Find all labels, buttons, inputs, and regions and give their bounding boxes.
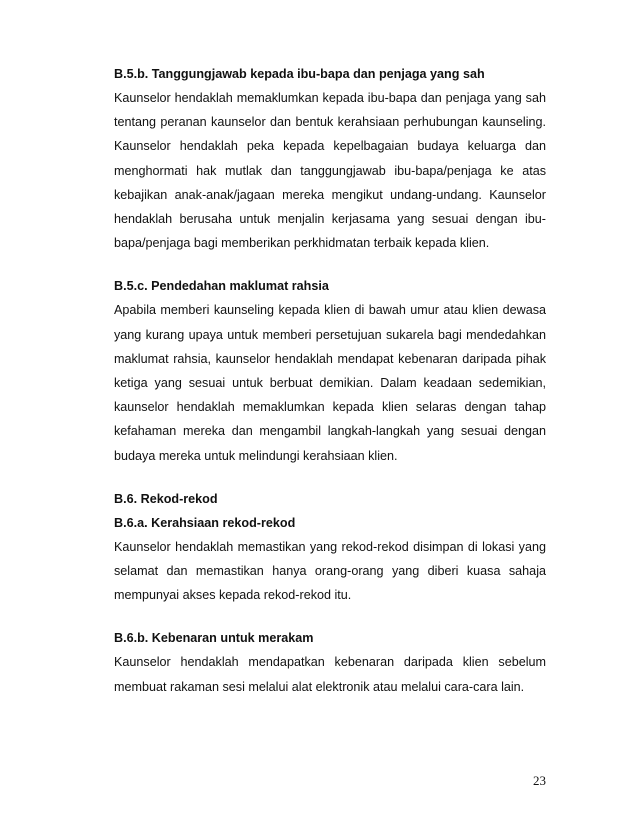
- section-body: Kaunselor hendaklah memastikan yang rekod-rekod disimpan di lokasi yang selamat dan memastikan hanya orang-orang yang diberi kuasa sahaja mempunyai akses kepada rekod-rekod itu.: [114, 539, 546, 603]
- section-b6a: [114, 487, 546, 608]
- section-heading: B.5.b. Tanggungjawab kepada ibu-bapa dan penjaga yang sah: [114, 67, 485, 81]
- section-heading: B.6.b. Kebenaran untuk merakam: [114, 631, 314, 646]
- section-heading: B.6. Rekod-rekod: [114, 491, 218, 506]
- section-b6b: [114, 626, 546, 698]
- section-heading: B.5.c. Pendedahan maklumat rahsia: [114, 279, 329, 294]
- section-body: Apabila memberi kaunseling kepada klien di bawah umur atau klien dewasa yang kurang upaya untuk memberi persetujuan sukarela bagi mendedahkan maklumat rahsia, kaunselor hendaklah mendapat kebenaran daripada pihak ketiga yang sesuai untuk berbuat demikian. Dalam keadaan sedemikian, kaunselor hendaklah memaklumkan kepada klien selaras dengan tahap kefahaman mereka dan mengambil langkah-langkah yang sesuai dengan budaya mereka untuk melindungi kerahsiaan klien.: [114, 303, 546, 463]
- section-b5b: [114, 62, 546, 255]
- subsection-heading: B.6.a. Kerahsiaan rekod-rekod: [114, 515, 296, 530]
- section-body: Kaunselor hendaklah memaklumkan kepada ibu-bapa dan penjaga yang sah tentang peranan kaunselor dan bentuk kerahsiaan perhubungan kaunseling. Kaunselor hendaklah peka kepada kepelbagaian budaya keluarga dan menghormati hak mutlak dan tanggungjawab ibu-bapa/penjaga ke atas kebajikan anak-anak/jagaan mereka mengikut undang-undang. Kaunselor hendaklah berusaha untuk menjalin kerjasama yang sesuai dengan ibu-bapa/penjaga bagi memberikan perkhidmatan terbaik kepada klien.: [114, 91, 546, 251]
- page-number: 23: [533, 773, 546, 788]
- section-b5c: [114, 274, 546, 467]
- page-content: [114, 62, 546, 718]
- section-body: Kaunselor hendaklah mendapatkan kebenaran daripada klien sebelum membuat rakaman sesi melalui alat elektronik atau melalui cara-cara lain.: [114, 655, 546, 694]
